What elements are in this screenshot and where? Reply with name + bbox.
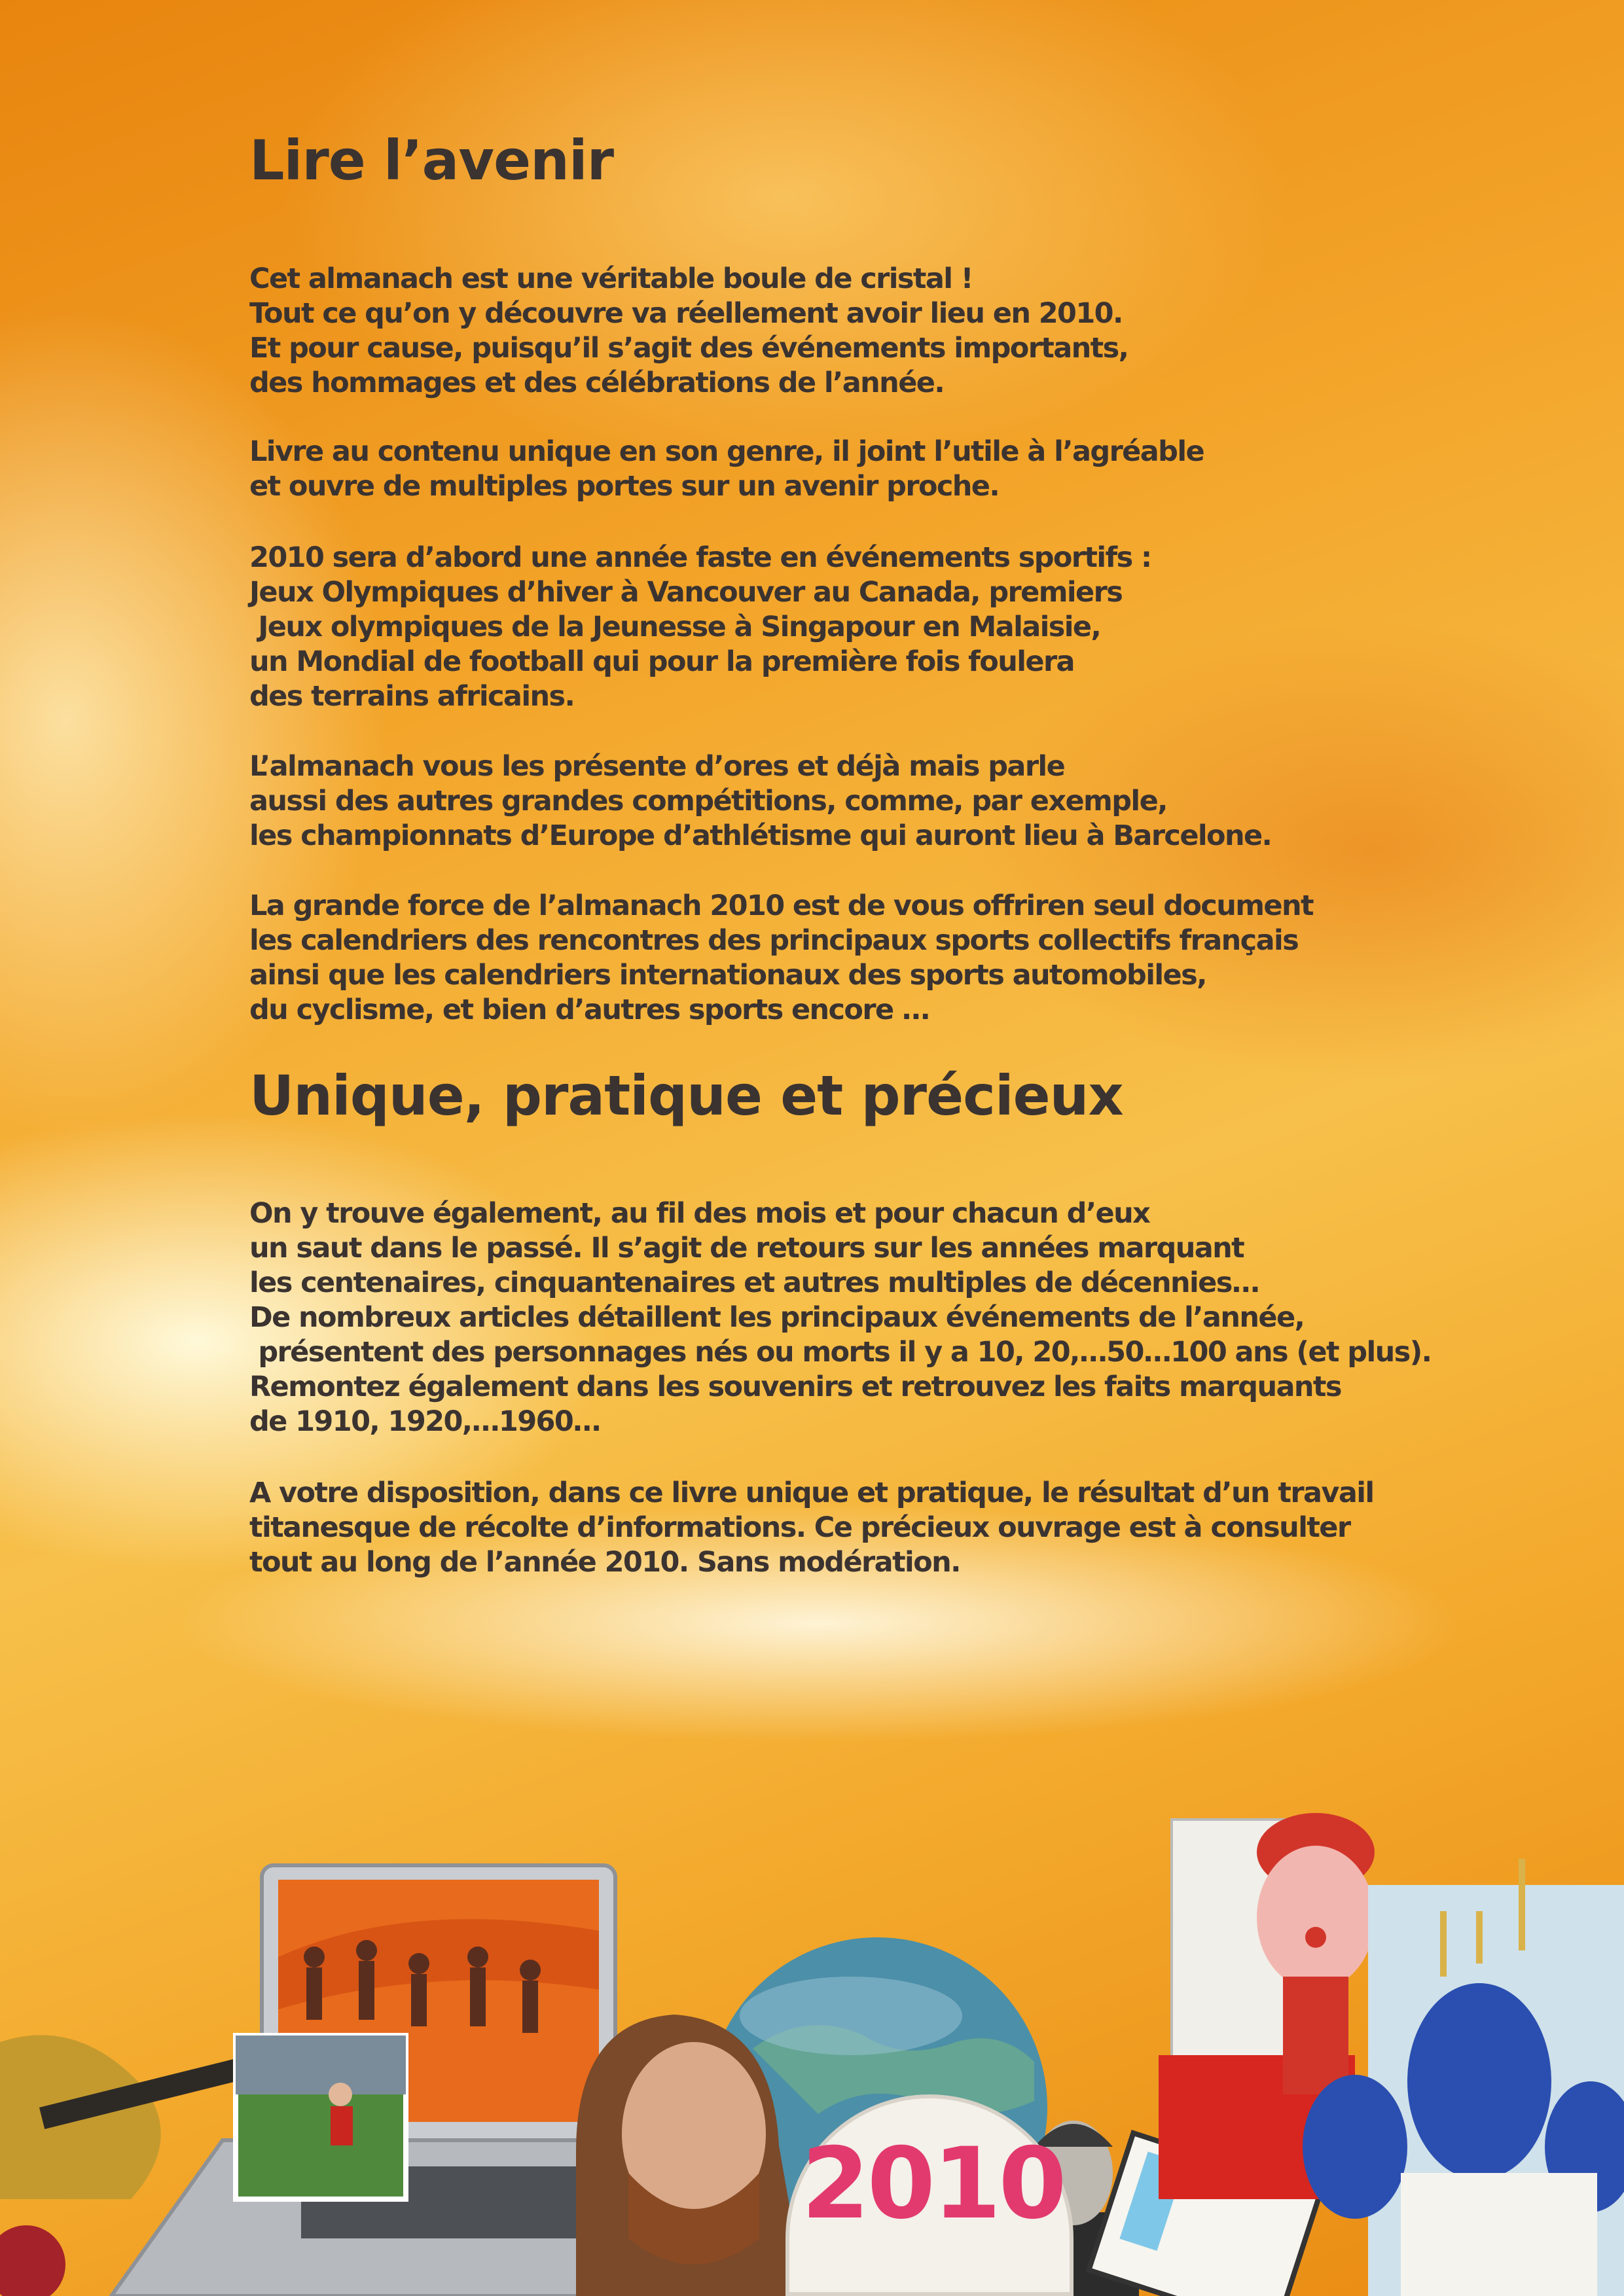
section-title-unique-pratique: Unique, pratique et précieux	[249, 1064, 1123, 1128]
paragraph-disposition: A votre disposition, dans ce livre unique et pratique, le résultat d’un travail titanesque de récolte d’informations. Ce précieux ouvrage est à consulter tout au long de l’année 2010. Sans modération.	[249, 1477, 1374, 1579]
section-title-lire-avenir: Lire l’avenir	[249, 128, 614, 192]
paragraph-competitions: L’almanach vous les présente d’ores et déjà mais parle aussi des autres grandes compétitions, comme, par exemple, les championnats d’Europe d’athlétisme qui auront lieu à Barcelone.	[249, 750, 1272, 852]
paragraph-sports-events: 2010 sera d’abord une année faste en événements sportifs : Jeux Olympiques d’hiver à Vancouver au Canada, premiers Jeux olympiques de la Jeunesse à Singapour en Malaisie, un Mondial de football qui pour la première fois foulera des terrains africains.	[249, 541, 1151, 713]
bottom-collage	[0, 1741, 1624, 2296]
football-photo	[236, 2036, 406, 2199]
paragraph-crystal-ball: Cet almanach est une véritable boule de cristal ! Tout ce qu’on y découvre va réellement avoir lieu en 2010. Et pour cause, puisqu’il s’agit des événements importants, des hommages et des célébrations de l’année.	[249, 262, 1128, 399]
paragraph-unique-content: Livre au contenu unique en son genre, il joint l’utile à l’agréable et ouvre de multiples portes sur un avenir proche.	[249, 435, 1204, 503]
paragraph-calendars: La grande force de l’almanach 2010 est de vous offriren seul document les calendriers des rencontres des principaux sports collectifs français ainsi que les calendriers internationaux des sports automobiles, du cyclisme, et bien d’autres sports encore …	[249, 889, 1313, 1026]
paragraph-past-anniversaries: On y trouve également, au fil des mois et pour chacun d’eux un saut dans le passé. Il s’agit de retours sur les années marquant les centenaires, cinquantenaires et autres multiples de décennies… De nombreux articles détaillent les principaux événements de l’année, présentent des personnages nés ou morts il y a 10, 20,…50…100 ans (et plus). Remontez également dans les souvenirs et retrouvez les faits marquants de 1910, 1920,…1960…	[249, 1197, 1432, 1438]
year-label: 2010	[801, 2127, 1064, 2241]
